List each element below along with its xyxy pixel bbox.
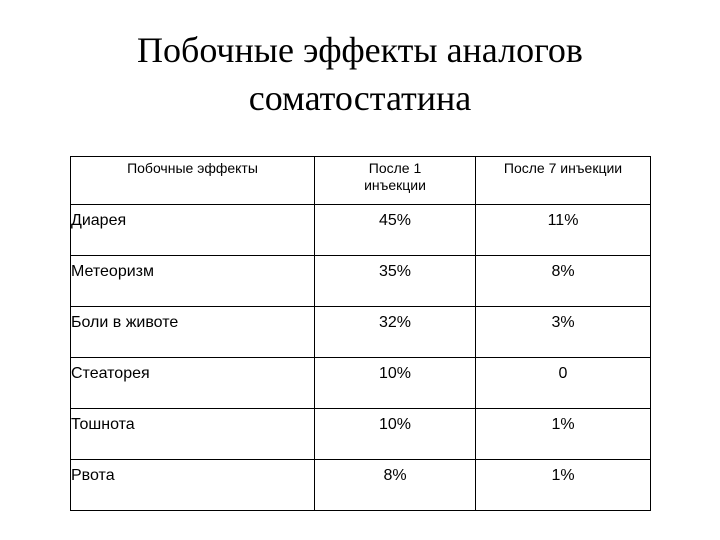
side-effects-table <box>70 156 651 511</box>
slide-title-line-2: соматостатина <box>248 78 472 118</box>
table-row <box>71 460 651 511</box>
table-header-row <box>71 157 651 205</box>
effect-name-cell: Метеоризм <box>71 256 315 307</box>
slide-title-line-1: Побочные эффекты аналогов <box>137 30 583 70</box>
slide-title <box>0 26 720 122</box>
after-7-value-cell: 3% <box>476 307 651 358</box>
effect-name-cell: Диарея <box>71 205 315 256</box>
after-7-value-cell: 1% <box>476 409 651 460</box>
effect-name-cell: Боли в животе <box>71 307 315 358</box>
after-1-value-cell: 10% <box>315 358 476 409</box>
table-row <box>71 409 651 460</box>
table-row <box>71 205 651 256</box>
table-row <box>71 307 651 358</box>
after-1-value-cell: 10% <box>315 409 476 460</box>
effect-name-cell: Рвота <box>71 460 315 511</box>
after-1-value-cell: 35% <box>315 256 476 307</box>
after-1-value-cell: 8% <box>315 460 476 511</box>
after-7-value-cell: 1% <box>476 460 651 511</box>
column-header-after-1: После 1 инъекции <box>315 157 476 205</box>
after-7-value-cell: 11% <box>476 205 651 256</box>
table-row <box>71 358 651 409</box>
effect-name-cell: Тошнота <box>71 409 315 460</box>
column-header-effect: Побочные эффекты <box>71 157 315 205</box>
after-7-value-cell: 8% <box>476 256 651 307</box>
after-1-value-cell: 45% <box>315 205 476 256</box>
column-header-after-7: После 7 инъекции <box>476 157 651 205</box>
effect-name-cell: Стеаторея <box>71 358 315 409</box>
table-row <box>71 256 651 307</box>
after-1-value-cell: 32% <box>315 307 476 358</box>
after-7-value-cell: 0 <box>476 358 651 409</box>
